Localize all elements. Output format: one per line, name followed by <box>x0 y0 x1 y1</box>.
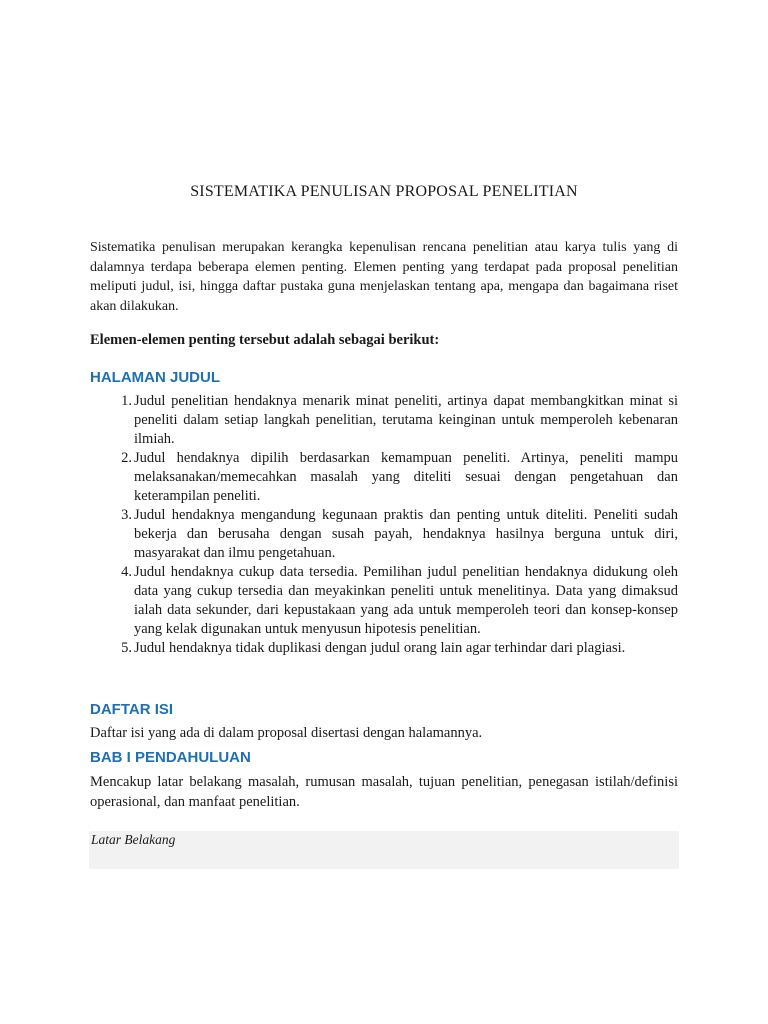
list-number: 1. <box>121 393 132 409</box>
list-item <box>90 639 678 658</box>
heading-daftar-isi: DAFTAR ISI <box>90 701 174 718</box>
list-text: Judul penelitian hendaknya menarik minat peneliti, artinya dapat membangkitkan minat si peneliti dalam setiap langkah penelitian, terutama keinginan untuk memperoleh kebenaran ilmiah. <box>134 393 678 447</box>
heading-bab-i: BAB I PENDAHULUAN <box>90 749 251 766</box>
list-item <box>90 506 678 563</box>
heading-halaman-judul: HALAMAN JUDUL <box>90 369 220 386</box>
lead-sentence: Elemen-elemen penting tersebut adalah sebagai berikut: <box>90 332 440 348</box>
list-number: 5. <box>121 640 132 656</box>
list-number: 4. <box>121 564 132 580</box>
bab-i-paragraph: Mencakup latar belakang masalah, rumusan masalah, tujuan penelitian, penegasan istilah/definisi operasional, dan manfaat penelitian. <box>90 774 678 810</box>
latar-belakang-subheading: Latar Belakang <box>91 832 176 847</box>
list-text: Judul hendaknya dipilih berdasarkan kemampuan peneliti. Artinya, peneliti mampu melaksanakan/memecahkan masalah yang diteliti sesuai dengan pengetahuan dan keterampilan peneliti. <box>134 450 678 504</box>
intro-paragraph: Sistematika penulisan merupakan kerangka kepenulisan rencana penelitian atau karya tulis yang di dalamnya terdapa beberapa elemen penting. Elemen penting yang terdapat pada proposal penelitian meliputi judul, isi, hingga daftar pustaka guna menjelaskan tentang apa, mengapa dan bagaimana riset akan dilakukan. <box>90 240 678 314</box>
list-text: Judul hendaknya mengandung kegunaan praktis dan penting untuk diteliti. Peneliti sudah bekerja dan berusaha dengan susah payah, hendaknya hasilnya berguna untuk diri, masyarakat dan ilmu pengetahuan. <box>134 507 678 561</box>
list-item <box>90 449 678 506</box>
list-number: 3. <box>121 507 132 523</box>
list-item <box>90 392 678 449</box>
halaman-judul-list <box>90 392 678 658</box>
daftar-isi-paragraph: Daftar isi yang ada di dalam proposal disertasi dengan halamannya. <box>90 725 483 741</box>
latar-belakang-box <box>89 831 679 869</box>
list-text: Judul hendaknya cukup data tersedia. Pemilihan judul penelitian hendaknya didukung oleh data yang cukup tersedia dan meyakinkan peneliti untuk menelitinya. Data yang dimaksud ialah data sekunder, dari kepustakaan yang ada untuk memperoleh teori dan konsep-konsep yang kelak digunakan untuk menyusun hipotesis penelitian. <box>134 564 678 637</box>
list-number: 2. <box>121 450 132 466</box>
list-item <box>90 563 678 639</box>
document-title: SISTEMATIKA PENULISAN PROPOSAL PENELITIAN <box>190 183 578 200</box>
list-text: Judul hendaknya tidak duplikasi dengan judul orang lain agar terhindar dari plagiasi. <box>134 640 626 656</box>
